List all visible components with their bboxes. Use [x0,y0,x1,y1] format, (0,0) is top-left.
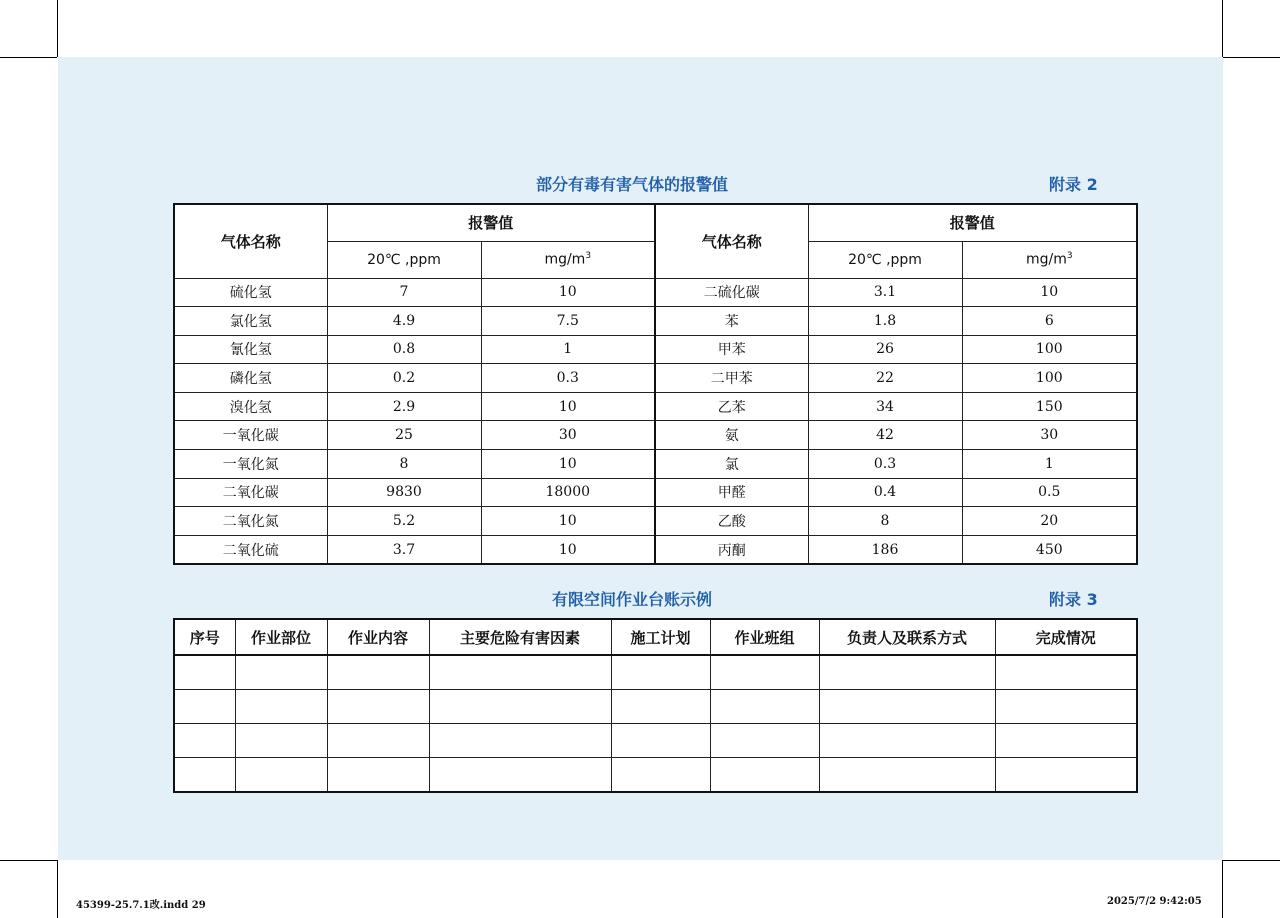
mg-value-cell: 10 [481,507,655,536]
crop-mark [0,860,57,861]
gas-name-cell: 甲醛 [655,478,808,507]
empty-ledger-cell [235,724,327,758]
ppm-header: 20℃ ,ppm [808,241,962,278]
gas-name-cell: 二氧化硫 [174,535,327,564]
mg-value-cell: 0.3 [481,364,655,393]
empty-ledger-cell [235,655,327,690]
gas-name-cell: 二氧化碳 [174,478,327,507]
empty-ledger-cell [174,758,235,793]
empty-ledger-cell [819,690,995,724]
mg-value-cell: 7.5 [481,307,655,336]
mg-value-cell: 10 [481,392,655,421]
ppm-value-cell: 8 [327,450,481,479]
empty-ledger-cell [174,655,235,690]
mg-value-cell: 150 [962,392,1137,421]
ppm-value-cell: 7 [327,278,481,307]
gas-name-cell: 溴化氢 [174,392,327,421]
ledger-column-header: 作业内容 [327,619,429,655]
empty-ledger-cell [327,690,429,724]
ppm-header: 20℃ ,ppm [327,241,481,278]
ppm-value-cell: 3.1 [808,278,962,307]
ppm-value-cell: 8 [808,507,962,536]
crop-mark [1222,0,1223,57]
table-row [174,478,1137,507]
empty-ledger-cell [611,758,710,793]
ledger-column-header: 序号 [174,619,235,655]
crop-mark [1222,860,1223,918]
appendix2-label: 附录 2 [1049,175,1098,194]
empty-ledger-cell [327,758,429,793]
mg-unit-exponent: 3 [585,251,592,262]
ppm-value-cell: 1.8 [808,307,962,336]
table-row [174,421,1137,450]
table-row [174,335,1137,364]
table-row [174,278,1137,307]
gas-name-cell: 一氧化氮 [174,450,327,479]
appendix2-title: 部分有毒有害气体的报警值 [536,175,729,194]
table-row [174,724,1137,758]
gas-alarm-table [173,203,1138,565]
ppm-value-cell: 5.2 [327,507,481,536]
ppm-value-cell: 22 [808,364,962,393]
empty-ledger-cell [819,724,995,758]
gas-name-cell: 氨 [655,421,808,450]
table-row [174,507,1137,536]
appendix3-label: 附录 3 [1049,590,1098,609]
ledger-column-header: 主要危险有害因素 [429,619,611,655]
empty-ledger-cell [995,690,1137,724]
empty-ledger-cell [995,724,1137,758]
ppm-value-cell: 26 [808,335,962,364]
table-row [174,758,1137,793]
table-row [174,655,1137,690]
empty-ledger-cell [611,724,710,758]
mg-value-cell: 30 [962,421,1137,450]
mg-value-cell: 20 [962,507,1137,536]
mg-value-cell: 1 [962,450,1137,479]
table-row [174,535,1137,564]
crop-mark [57,860,58,918]
empty-ledger-cell [429,655,611,690]
alarm-value-header: 报警值 [808,204,1137,241]
gas-name-cell: 氯 [655,450,808,479]
gas-name-header: 气体名称 [655,204,808,278]
empty-ledger-cell [995,655,1137,690]
gas-name-cell: 乙酸 [655,507,808,536]
mg-value-cell: 30 [481,421,655,450]
gas-name-cell: 苯 [655,307,808,336]
empty-ledger-cell [710,655,819,690]
mg-header [481,241,655,278]
empty-ledger-cell [611,690,710,724]
gas-name-cell: 甲苯 [655,335,808,364]
mg-value-cell: 10 [481,278,655,307]
gas-name-cell: 氰化氢 [174,335,327,364]
gas-name-cell: 二甲苯 [655,364,808,393]
ledger-column-header: 作业班组 [710,619,819,655]
footer-timestamp: 2025/7/2 9:42:05 [1107,896,1202,907]
empty-ledger-cell [429,724,611,758]
empty-ledger-cell [327,655,429,690]
table-row [174,690,1137,724]
gas-name-cell: 氯化氢 [174,307,327,336]
empty-ledger-cell [819,758,995,793]
empty-ledger-cell [174,724,235,758]
empty-ledger-cell [174,690,235,724]
alarm-value-header: 报警值 [327,204,655,241]
empty-ledger-cell [995,758,1137,793]
mg-value-cell: 450 [962,535,1137,564]
empty-ledger-cell [429,690,611,724]
ppm-value-cell: 3.7 [327,535,481,564]
ppm-value-cell: 4.9 [327,307,481,336]
gas-name-cell: 乙苯 [655,392,808,421]
empty-ledger-cell [819,655,995,690]
ppm-value-cell: 0.8 [327,335,481,364]
mg-unit-exponent: 3 [1066,251,1073,262]
mg-value-cell: 100 [962,364,1137,393]
gas-name-cell: 二氧化氮 [174,507,327,536]
empty-ledger-cell [235,758,327,793]
crop-mark [0,57,57,58]
crop-mark [1223,57,1280,58]
table-row [174,392,1137,421]
mg-value-cell: 6 [962,307,1137,336]
mg-header [962,241,1137,278]
empty-ledger-cell [611,655,710,690]
ppm-value-cell: 25 [327,421,481,450]
gas-name-cell: 硫化氢 [174,278,327,307]
gas-name-cell: 一氧化碳 [174,421,327,450]
ledger-column-header: 作业部位 [235,619,327,655]
mg-value-cell: 0.5 [962,478,1137,507]
mg-unit: mg/m [544,251,586,268]
appendix3-title: 有限空间作业台账示例 [552,590,713,609]
ppm-value-cell: 42 [808,421,962,450]
ppm-value-cell: 0.3 [808,450,962,479]
empty-ledger-cell [235,690,327,724]
work-ledger-table [173,618,1138,793]
gas-name-cell: 二硫化碳 [655,278,808,307]
crop-mark [57,0,58,57]
mg-value-cell: 18000 [481,478,655,507]
table-row [174,450,1137,479]
mg-value-cell: 10 [962,278,1137,307]
ledger-column-header: 负责人及联系方式 [819,619,995,655]
gas-name-cell: 磷化氢 [174,364,327,393]
empty-ledger-cell [327,724,429,758]
ppm-value-cell: 34 [808,392,962,421]
table-row [174,364,1137,393]
mg-value-cell: 1 [481,335,655,364]
ppm-value-cell: 9830 [327,478,481,507]
mg-value-cell: 10 [481,450,655,479]
mg-value-cell: 10 [481,535,655,564]
ppm-value-cell: 2.9 [327,392,481,421]
mg-unit: mg/m [1025,251,1067,268]
empty-ledger-cell [710,690,819,724]
ppm-value-cell: 0.4 [808,478,962,507]
crop-mark [1223,860,1280,861]
gas-name-cell: 丙酮 [655,535,808,564]
ledger-column-header: 完成情况 [995,619,1137,655]
gas-name-header: 气体名称 [174,204,327,278]
table-row [174,307,1137,336]
ledger-column-header: 施工计划 [611,619,710,655]
empty-ledger-cell [429,758,611,793]
ppm-value-cell: 186 [808,535,962,564]
empty-ledger-cell [710,758,819,793]
footer-file-info: 45399-25.7.1改.indd 29 [76,900,206,911]
mg-value-cell: 100 [962,335,1137,364]
empty-ledger-cell [710,724,819,758]
ppm-value-cell: 0.2 [327,364,481,393]
